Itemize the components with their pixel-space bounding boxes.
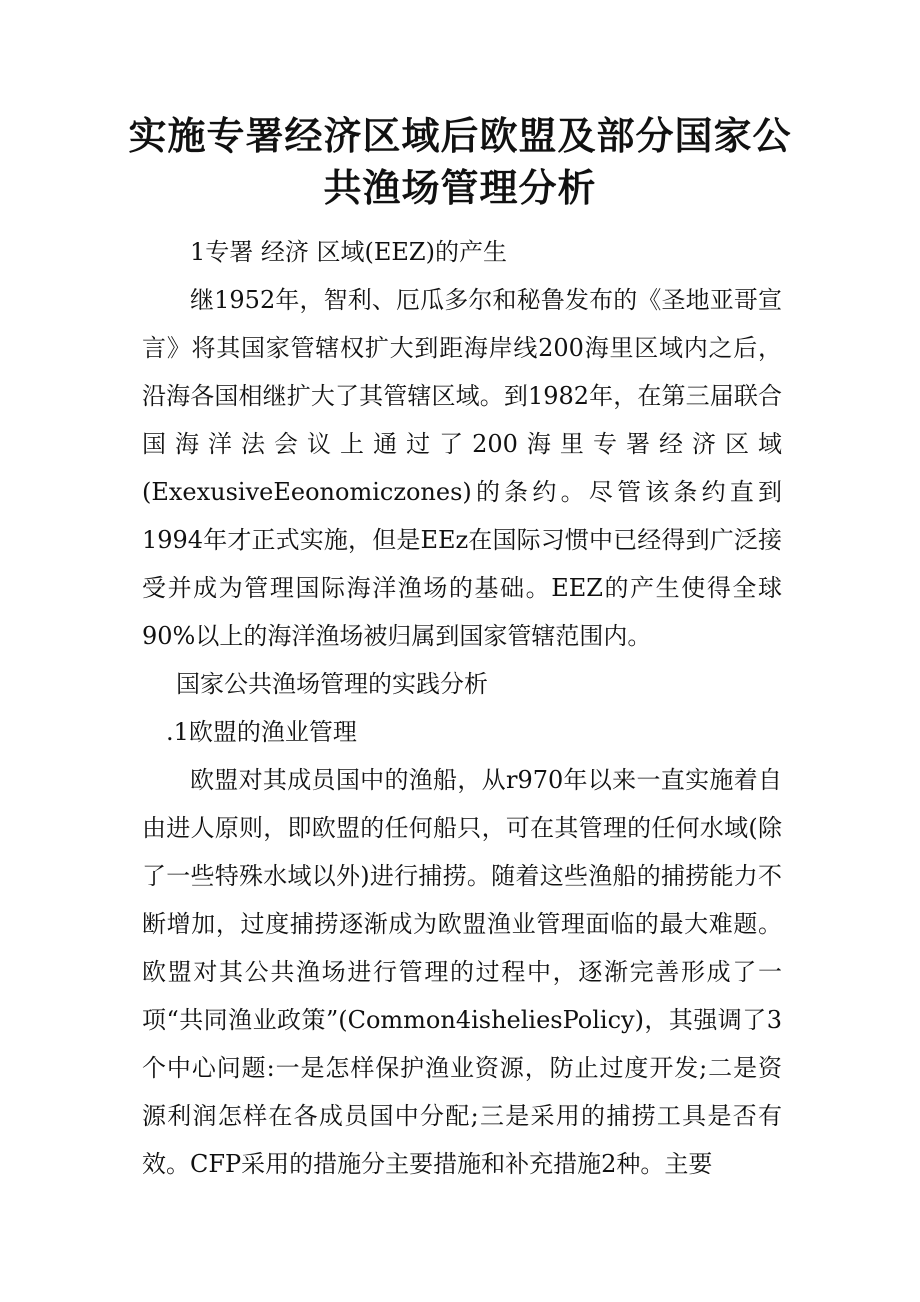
section-2-1-paragraph: 欧盟对其成员国中的渔船，从r970年以来一直实施着自由进人原则，即欧盟的任何船只，可在其管理的任何水域(除了一些特殊水域以外)进行捕捞。随着这些渔船的捕捞能力不断增加，过度捕捞逐渐成为欧盟渔业管理面临的最大难题。欧盟对其公共渔场进行管理的过程中，逐渐完善形成了一项“共同渔业政策”(Common4isheliesPolicy)，其强调了3个中心问题:一是怎样保护渔业资源，防止过度开发;二是资源利润怎样在各成员国中分配;三是采用的捕捞工具是否有效。CFP采用的措施分主要措施和补充措施2种。主要: [142, 766, 782, 1178]
section-1-paragraph: 继1952年，智利、厄瓜多尔和秘鲁发布的《圣地亚哥宣言》将其国家管辖权扩大到距海岸线200海里区域内之后，沿海各国相继扩大了其管辖区域。到1982年，在第三届联合国海洋法会议上通过了200海里专署经济区域(ExexusiveEeonomiczones)的条约。尽管该条约直到1994年才正式实施，但是EEz在国际习惯中已经得到广泛接受并成为管理国际海洋渔场的基础。EEZ的产生使得全球90%以上的海洋渔场被归属到国家管辖范围内。: [142, 286, 782, 650]
section-1-heading: 1专署 经济 区域(EEZ)的产生: [190, 238, 507, 266]
section-2-1-heading: .1欧盟的渔业管理: [166, 718, 357, 746]
document-title-line-1: 实施专署经济区域后欧盟及部分国家公: [128, 113, 792, 158]
section-2-heading: 国家公共渔场管理的实践分析: [176, 670, 488, 698]
document-title-line-2: 共渔场管理分析: [323, 165, 597, 210]
